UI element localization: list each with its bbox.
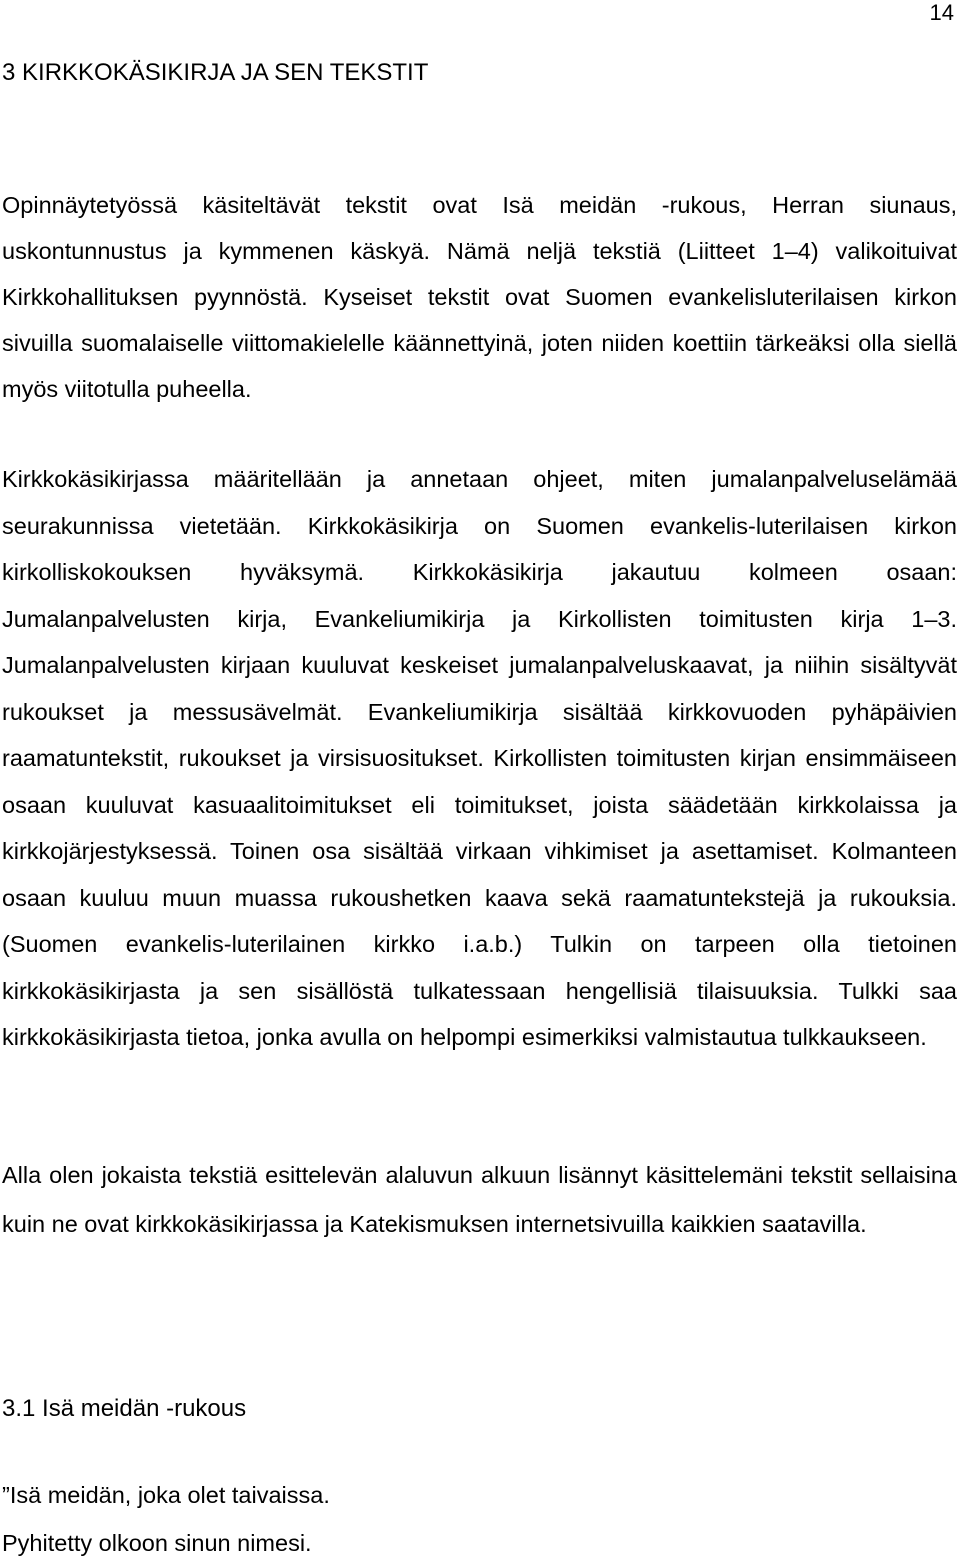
section-heading: 3.1 Isä meidän -rukous [2, 1395, 247, 1422]
page-number: 14 [929, 0, 954, 25]
prayer-line-2: Pyhitetty olkoon sinun nimesi. [2, 1530, 312, 1556]
prayer-line-1: ”Isä meidän, joka olet taivaissa. [2, 1482, 330, 1508]
paragraph-texts-note: Alla olen jokaista tekstiä esittelevän alaluvun alkuun lisännyt käsittelemäni tekstit sellaisina kuin ne ovat kirkkokäsikirjassa ja Katekismuksen internetsivuilla kaikkien saatavilla. [2, 1162, 957, 1237]
paragraph-kirkkokasikirja: Kirkkokäsikirjassa määritellään ja annetaan ohjeet, miten jumalanpalveluselämää seurakunnissa vietetään. Kirkkokäsikirja on Suomen evankelis-luterilaisen kirkon kirkolliskokouksen hyväksymä. Kirkkokäsikirja jakautuu kolmeen osaan: Jumalanpalvelusten kirja, Evankeliumikirja ja Kirkollisten toimitusten kirja 1–3. Jumalanpalvelusten kirjaan kuuluvat keskeiset jumalanpalveluskaavat, ja niihin sisältyvät rukoukset ja messusävelmät. Evankeliumikirja sisältää kirkkovuoden pyhäpäivien raamatuntekstit, rukoukset ja virsisuositukset. Kirkollisten toimitusten kirjan ensimmäiseen osaan kuuluvat kasuaalitoimitukset eli toimitukset, joista säädetään kirkkolaissa ja kirkkojärjestyksessä. Toinen osa sisältää virkaan vihkimiset ja asettamiset. Kolmanteen osaan kuuluu muun muassa rukoushetken kaava sekä raamatuntekstejä ja rukouksia. (Suomen evankelis-luterilainen kirkko i.a.b.) Tulkin on tarpeen olla tietoinen kirkkokäsikirjasta ja sen sisällöstä tulkatessaan hengellisiä tilaisuuksia. Tulkki saa kirkkokäsikirjasta tietoa, jonka avulla on helpompi esimerkiksi valmistautua tulkkaukseen. [2, 466, 957, 1050]
chapter-heading: 3 KIRKKOKÄSIKIRJA JA SEN TEKSTIT [2, 59, 429, 86]
paragraph-intro: Opinnäytetyössä käsiteltävät tekstit ovat Isä meidän -rukous, Herran siunaus, uskontunnustus ja kymmenen käskyä. Nämä neljä tekstiä (Liitteet 1–4) valikoituivat Kirkkohallituksen pyynnöstä. Kyseiset tekstit ovat Suomen evankelisluterilaisen kirkon sivuilla suomalaiselle viittomakielelle käännettyinä, joten niiden koettiin tärkeäksi olla siellä myös viitotulla puheella. [2, 192, 957, 402]
